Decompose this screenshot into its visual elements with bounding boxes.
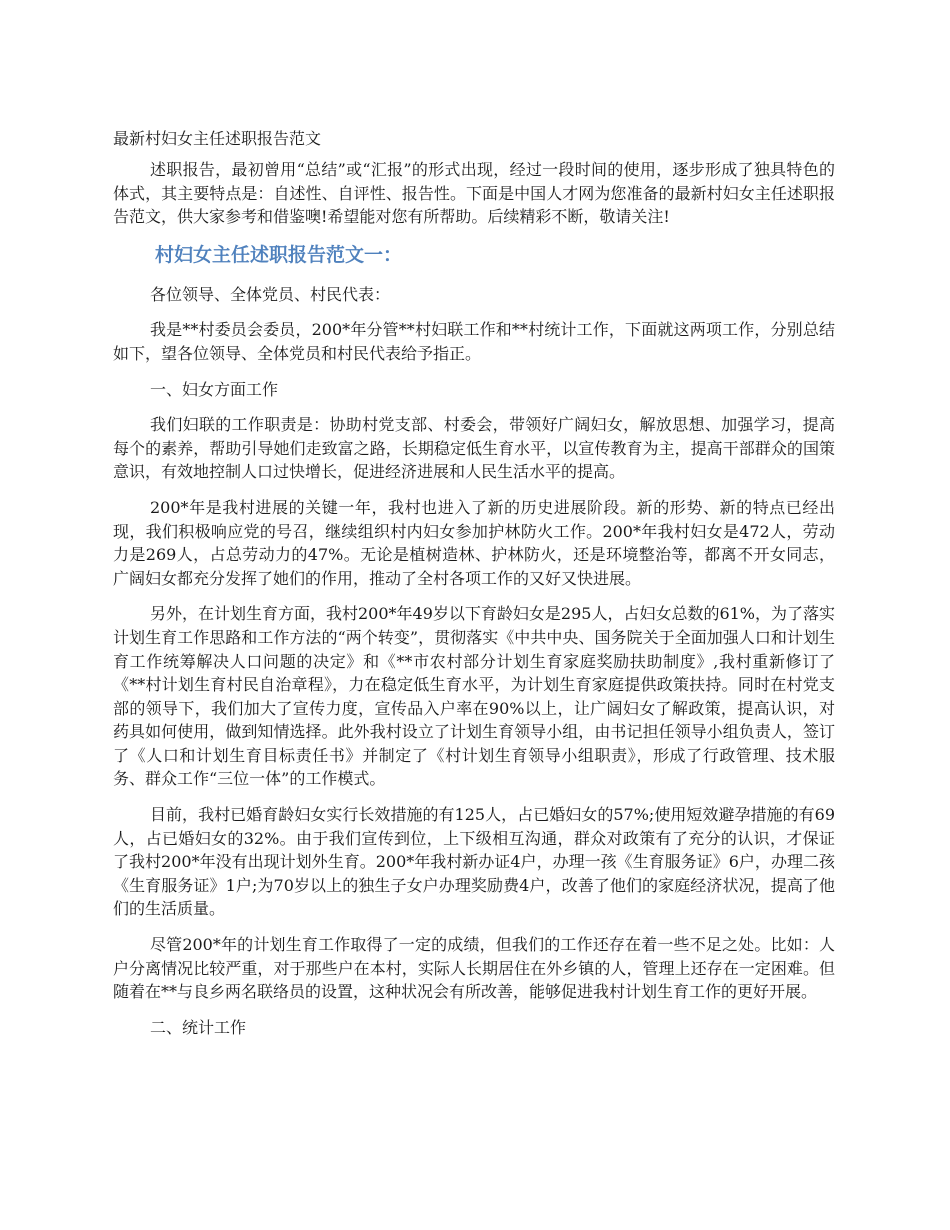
part1-heading: 一、妇女方面工作 — [150, 379, 279, 399]
intro-paragraph: 述职报告，最初曾用“总结”或“汇报”的形式出现，经过一段时间的使用，逐步形成了独具特色的体式，其主要特点是：自述性、自评性、报告性。下面是中国人才网为您准备的最新村妇女主任述职报告范文，供大家参考和借鉴噢!希望能对您有所帮助。后续精彩不断，敬请关注! — [113, 160, 835, 227]
part1-paragraph: 尽管200*年的计划生育工作取得了一定的成绩，但我们的工作还存在着一些不足之处。比如：人户分离情况比较严重，对于那些户在本村，实际人长期居住在外乡镇的人，管理上还存在一定困难。但随着在**与良乡两名联络员的设置，这种状况会有所改善，能够促进我村计划生育工作的更好开展。 — [113, 935, 835, 1002]
part1-paragraph: 目前，我村已婚育龄妇女实行长效措施的有125人，占已婚妇女的57%;使用短效避孕措施的有69人，占已婚妇女的32%。由于我们宣传到位，上下级相互沟通，群众对政策有了充分的认识，才保证了我村200*年没有出现计划外生育。200*年我村新办证4户，办理一孩《生育服务证》6户，办理二孩《生育服务证》1户;为70岁以上的独生子女户办理奖励费4户，改善了他们的家庭经济状况，提高了他们的生活质量。 — [113, 805, 835, 919]
opening-paragraph: 我是**村委员会委员，200*年分管**村妇联工作和**村统计工作，下面就这两项工作，分别总结如下，望各位领导、全体党员和村民代表给予指正。 — [113, 320, 835, 363]
salutation: 各位领导、全体党员、村民代表： — [150, 284, 391, 304]
part1-paragraph: 我们妇联的工作职责是：协助村党支部、村委会，带领好广阔妇女，解放思想、加强学习，提高每个的素养，帮助引导她们走致富之路，长期稳定低生育水平，以宣传教育为主，提高干部群众的国策意识，有效地控制人口过快增长，促进经济进展和人民生活水平的提高。 — [113, 415, 835, 482]
part2-heading: 二、统计工作 — [150, 1017, 247, 1037]
part1-paragraph: 200*年是我村进展的关键一年，我村也进入了新的历史进展阶段。新的形势、新的特点已经出现，我们积极响应党的号召，继续组织村内妇女参加护林防火工作。200*年我村妇女是472人，劳动力是269人，占总劳动力的47%。无论是植树造林、护林防火，还是环境整治等，都离不开女同志，广阔妇女都充分发挥了她们的作用，推动了全村各项工作的又好又快进展。 — [113, 497, 835, 588]
section-heading: 村妇女主任述职报告范文一： — [155, 243, 403, 266]
document-title: 最新村妇女主任述职报告范文 — [113, 129, 322, 148]
document-body — [113, 158, 835, 1051]
part1-paragraph: 另外，在计划生育方面，我村200*年49岁以下育龄妇女是295人，占妇女总数的61%，为了落实计划生育工作思路和工作方法的“两个转变”，贯彻落实《中共中央、国务院关于全面加强人口和计划生育工作统筹解决人口问题的决定》和《**市农村部分计划生育家庭奖励扶助制度》,我村重新修订了《**村计划生育村民自治章程》，力在稳定低生育水平，为计划生育家庭提供政策扶持。同时在村党支部的领导下，我们加大了宣传力度，宣传品入户率在90%以上，让广阔妇女了解政策，提高认识，对药具如何使用，做到知情选择。此外我村设立了计划生育领导小组，由书记担任领导小组负责人，签订了《人口和计划生育目标责任书》并制定了《村计划生育领导小组职责》，形成了行政管理、技术服务、群众工作“三位一体”的工作模式。 — [113, 604, 836, 789]
